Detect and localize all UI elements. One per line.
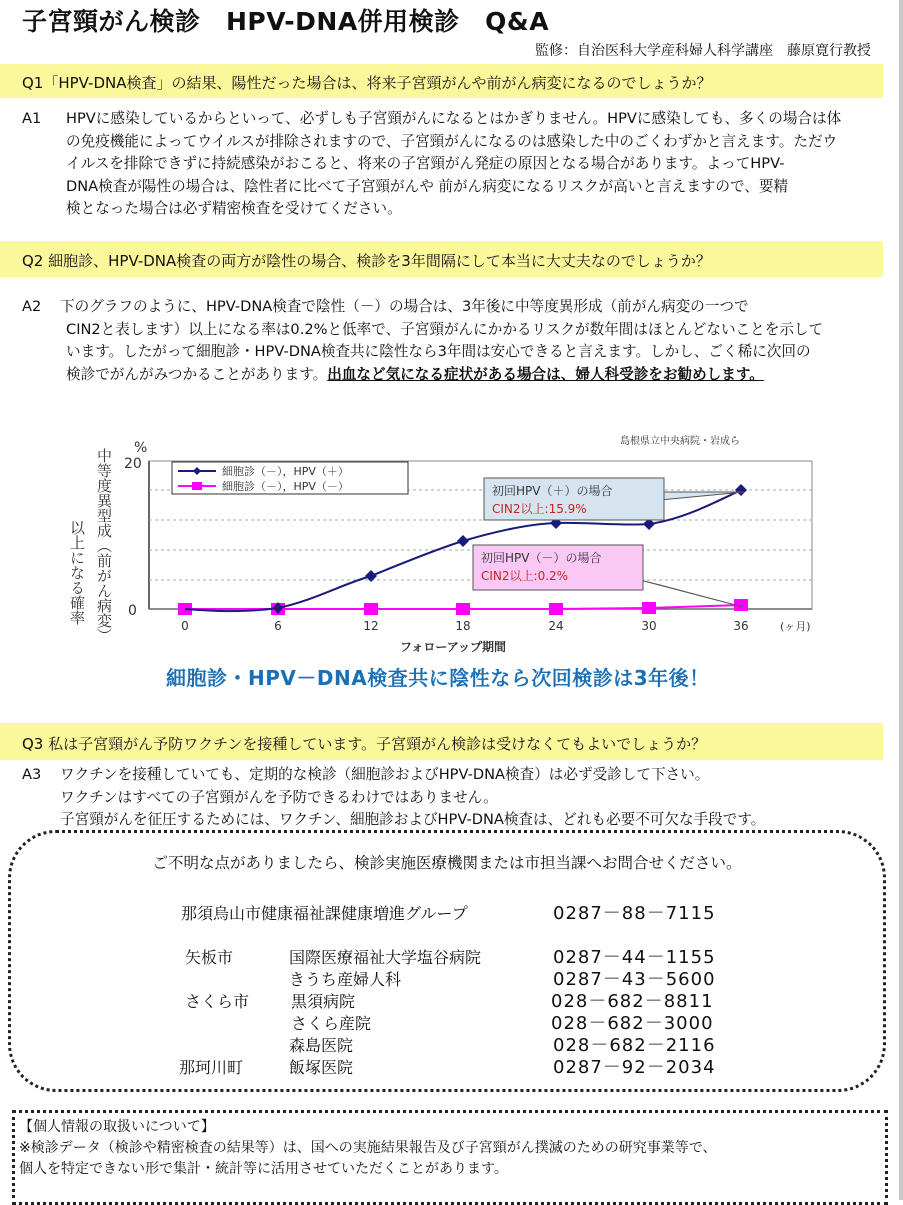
svg-text:12: 12 [363, 619, 379, 633]
privacy-line: ※検診データ（検診や精密検査の結果等）は、国への実施結果報告及び子宮頸がん撲滅のための研究事業等で、 [19, 1140, 717, 1156]
svg-text:0: 0 [181, 619, 189, 633]
answer-2 [22, 296, 872, 386]
callout-positive-value: CIN2以上:15.9% [492, 502, 587, 516]
callout-positive-title: 初回HPV（＋）の場合 [492, 484, 613, 498]
answer-line: います。したがって細胞診・HPV-DNA検査共に陰性なら3年間は安心できると言えます。しかし、ごく稀に次回の [66, 343, 811, 360]
answer-line: の免疫機能によってウイルスが排除されますので、子宮頸がんになるのは感染した中のごくわずかと言えます。ただウ [66, 132, 838, 150]
callout-negative-value: CIN2以上:0.2% [481, 569, 569, 583]
y-axis-label-sub: 以上になる確率 [68, 520, 86, 625]
svg-text:6: 6 [274, 619, 282, 633]
answer-line: CIN2と表します）以上になる率は0.2%と低率で、子宮頸がんにかかるリスクが数年間はほとんどないことを示して [66, 320, 824, 338]
answer-line: ワクチンを接種していても、定期的な検診（細胞診およびHPV-DNA検査）は必ず受診して下さい。 [60, 766, 710, 783]
legend-hpv-positive: 細胞診（－），HPV（＋） [222, 465, 349, 478]
contact-box [8, 830, 886, 1092]
contact-clinic: さくら産院 [291, 1014, 372, 1033]
question-2-text: Q2 細胞診、HPV-DNA検査の両方が陰性の場合、検診を3年間隔にして本当に大丈夫なのでしょうか？ [22, 252, 711, 270]
question-1 [0, 64, 883, 98]
answer-line: 下のグラフのように、HPV-DNA検査で陰性（－）の場合は、3年後に中等度異形成（前がん病変の一つで [60, 298, 749, 315]
callout-negative-title: 初回HPV（－）の場合 [481, 551, 602, 565]
y-axis-label-main: 中等度異型成（前がん病変） [95, 448, 113, 643]
page-edge [899, 0, 903, 1200]
svg-text:24: 24 [548, 619, 564, 633]
contact-phone: 0287－44－1155 [553, 947, 716, 968]
answer-line: 検診でがんがみつかることがあります。 [66, 365, 328, 383]
legend-hpv-negative: 細胞診（－），HPV（－） [222, 480, 349, 493]
contact-phone: 0287－43－5600 [553, 969, 716, 990]
contact-clinic: 森島医院 [289, 1036, 354, 1055]
recommendation-banner: 細胞診・HPV－DNA検査共に陰性なら次回検診は3年後！ [166, 666, 710, 690]
privacy-notice [12, 1110, 888, 1205]
question-3 [0, 723, 883, 760]
contact-city: 矢板市 [185, 948, 234, 967]
answer-line: 検となった場合は必ず精密検査を受けてください。 [66, 200, 402, 217]
contact-main-name: 那須烏山市健康福祉課健康増進グループ [181, 904, 468, 923]
contact-city: 那珂川町 [179, 1058, 244, 1077]
chart-source: 島根県立中央病院・岩成ら [620, 436, 740, 447]
x-unit: (ヶ月) [780, 620, 811, 633]
question-1-text: Q1「HPV-DNA検査」の結果、陽性だった場合は、将来子宮頸がんや前がん病変になるのでしょうか？ [22, 74, 712, 92]
answer-label: A1 [22, 110, 42, 127]
question-3-text: Q3 私は子宮頸がん予防ワクチンを接種しています。子宮頸がん検診は受けなくてもよいでしょうか？ [22, 735, 707, 753]
contact-clinic: 黒須病院 [291, 992, 356, 1011]
cin2-followup-chart [60, 430, 820, 660]
svg-text:18: 18 [455, 619, 471, 633]
answer-line: イルスを排除できずに持続感染がおこると、将来の子宮頸がん発症の原因となる場合があります。よってHPV- [66, 155, 785, 172]
contact-city: さくら市 [185, 992, 250, 1011]
y-unit: % [134, 440, 148, 456]
x-axis-label: フォローアップ期間 [400, 640, 506, 654]
contact-clinic: きうち産婦人科 [289, 970, 402, 989]
answer-line: DNA検査が陽性の場合は、陰性者に比べて子宮頸がんや 前がん病変になるリスクが高いと言えますので、要精 [66, 177, 789, 195]
page-title: 子宮頸がん検診 HPV-DNA併用検診 Q&A [22, 7, 550, 36]
answer-1 [22, 108, 872, 221]
svg-text:30: 30 [641, 619, 657, 633]
privacy-line: 個人を特定できない形で集計・統計等に活用させていただくことがあります。 [19, 1161, 508, 1177]
answer-emphasis: 出血など気になる症状がある場合は、婦人科受診をお勧めします。 [327, 365, 764, 383]
contact-clinic: 国際医療福祉大学塩谷病院 [289, 948, 482, 967]
y-tick-0: 0 [128, 603, 137, 619]
contact-clinic: 飯塚医院 [289, 1058, 354, 1077]
answer-3 [22, 764, 872, 832]
contact-phone: 0287－92－2034 [553, 1057, 716, 1078]
answer-line: 子宮頸がんを征圧するためには、ワクチン、細胞診およびHPV-DNA検査は、どれも必要不可欠な手段です。 [60, 811, 766, 828]
question-2 [0, 241, 883, 277]
answer-label: A3 [22, 766, 42, 783]
answer-line: ワクチンはすべての子宮頸がんを予防できるわけではありません。 [60, 788, 498, 806]
answer-label: A2 [22, 298, 42, 315]
supervisor-credit: 監修：自治医科大学産科婦人科学講座 藤原寛行教授 [535, 43, 871, 59]
contact-main-phone: 0287－88－7115 [553, 903, 716, 924]
privacy-title: 【個人情報の取扱いについて】 [19, 1119, 215, 1135]
contact-phone: 028－682－2116 [553, 1035, 716, 1056]
contact-phone: 028－682－8811 [551, 991, 714, 1012]
answer-line: HPVに感染しているからといって、必ずしも子宮頸がんになるとはかぎりません。HPVに感染しても、多くの場合は体 [66, 110, 842, 127]
contact-intro: ご不明な点がありましたら、検診実施医療機関または市担当課へお問合せください。 [152, 854, 742, 872]
y-tick-20: 20 [124, 456, 142, 472]
svg-text:36: 36 [733, 619, 749, 633]
contact-phone: 028－682－3000 [551, 1013, 714, 1034]
